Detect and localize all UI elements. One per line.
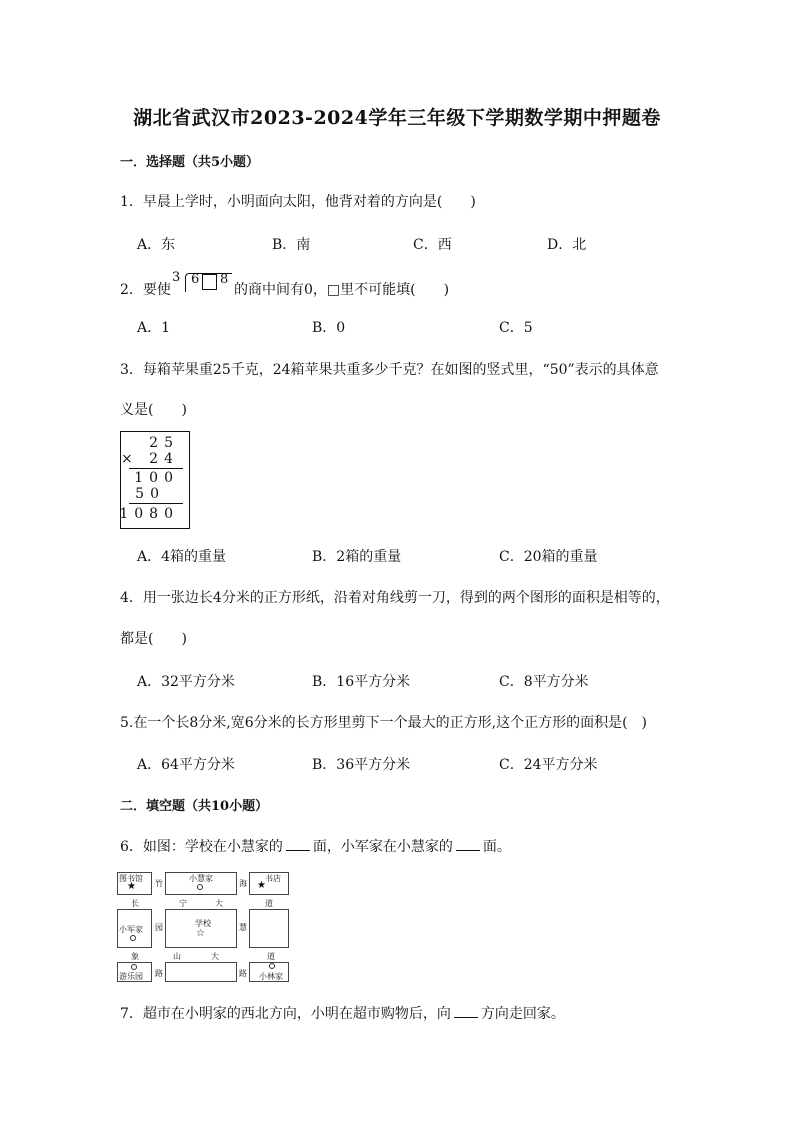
q1-option-a: A．东 [137,237,176,253]
q2-option-a: A．1 [137,320,171,336]
question-5: 5.在一个长8分米,宽6分米的长方形里剪下一个最大的正方形,这个正方形的面积是( ) [120,715,647,731]
q7-blank [454,1005,478,1018]
q5-option-a: A．64平方分米 [137,757,235,773]
question-3-line-1: 3．每箱苹果重25千克，24箱苹果共重多少千克？在如图的竖式里，“50”表示的具体意 [120,362,659,378]
q7-text-2: 方向走回家。 [480,1006,565,1022]
q2-option-c: C．5 [499,320,533,336]
divisor: 3 [172,270,181,285]
q1-option-b: B．南 [272,237,311,253]
label-xiaohui: 小慧家 [189,874,213,883]
xiaohui-dot-icon [197,884,203,890]
road-zhu: 竹 [155,879,163,888]
partial-product-1: 100 [134,470,179,486]
multiplier: × 24 [121,451,179,467]
vertical-multiplication [120,431,190,529]
road-shan: 山 [173,952,181,961]
q3-option-c: C．20箱的重量 [499,549,598,565]
calc-line-1 [129,468,183,469]
road-dao-2: 道 [267,952,275,961]
block-south [165,962,237,982]
q6-text-3: 面。 [482,839,511,855]
q4-option-a: A．32平方分米 [137,674,235,690]
q1-option-c: C．西 [413,237,452,253]
road-lu-2: 路 [239,969,247,978]
multiplicand: 25 [149,435,179,451]
question-4-line-2: 都是( ) [120,631,187,647]
road-yuan: 园 [155,923,163,932]
dividend-digit-3: 8 [220,272,229,287]
question-1: 1．早晨上学时，小明面向太阳，他背对着的方向是( ) [120,194,476,210]
school-star-icon: ☆ [196,928,205,939]
blank-box [202,274,217,290]
road-hai: 海 [239,879,247,888]
q4-option-b: B．16平方分米 [312,674,411,690]
road-da-2: 大 [211,952,219,961]
partial-product-2: 50 [135,486,165,502]
section-choice-heading: 一．选择题（共5小题） [120,155,260,170]
bookstore-star-icon: ★ [257,880,266,891]
library-star-icon: ★ [127,881,136,892]
road-dao-1: 道 [265,899,273,908]
q6-blank-2 [456,838,480,851]
label-bookstore: 书店 [265,874,281,883]
park-dot-icon [131,964,137,970]
question-4-line-1: 4．用一张边长4分米的正方形纸，沿着对角线剪一刀，得到的两个图形的面积是相等的， [120,590,670,606]
question-7 [120,1003,565,1023]
label-park: 游乐园 [119,972,143,981]
q5-option-c: C．24平方分米 [499,757,598,773]
question-6 [120,836,511,856]
label-xiaojun: 小军家 [119,925,143,934]
q6-blank-1 [286,838,310,851]
final-product: 1080 [119,506,179,522]
question-2-suffix: 的商中间有0，□里不可能填( ) [234,282,450,298]
page-title: 湖北省武汉市2023-2024学年三年级下学期数学期中押题卷 [133,107,661,129]
neighborhood-map [117,872,287,980]
q5-option-b: B．36平方分米 [312,757,411,773]
q4-option-c: C．8平方分米 [499,674,589,690]
road-da-1: 大 [215,899,223,908]
block-east [249,909,289,948]
label-xiaolin: 小林家 [259,972,283,981]
calc-line-2 [129,503,183,504]
label-school: 学校 [195,919,211,928]
road-ning: 宁 [179,899,187,908]
q6-text-2: 面，小军家在小慧家的 [312,839,453,855]
road-chang: 长 [131,899,139,908]
q1-option-d: D．北 [547,237,587,253]
long-division-figure [172,270,234,294]
q3-option-b: B．2箱的重量 [312,549,402,565]
q6-text-1: 6．如图：学校在小慧家的 [120,839,283,855]
road-lu-1: 路 [155,969,163,978]
q3-option-a: A．4箱的重量 [137,549,227,565]
xiaojun-dot-icon [130,935,136,941]
section-fill-heading: 二．填空题（共10小题） [120,799,269,814]
label-library: 图书馆 [119,874,143,883]
q7-text-1: 7．超市在小明家的西北方向，小明在超市购物后，向 [120,1006,451,1022]
road-xiang: 象 [131,952,139,961]
xiaolin-dot-icon [269,963,275,969]
question-2-prefix: 2．要使 [120,282,171,298]
q2-option-b: B．0 [312,320,346,336]
road-hui: 慧 [239,923,247,932]
question-3-line-2: 义是( ) [120,402,187,418]
dividend-digit-1: 6 [191,272,200,287]
